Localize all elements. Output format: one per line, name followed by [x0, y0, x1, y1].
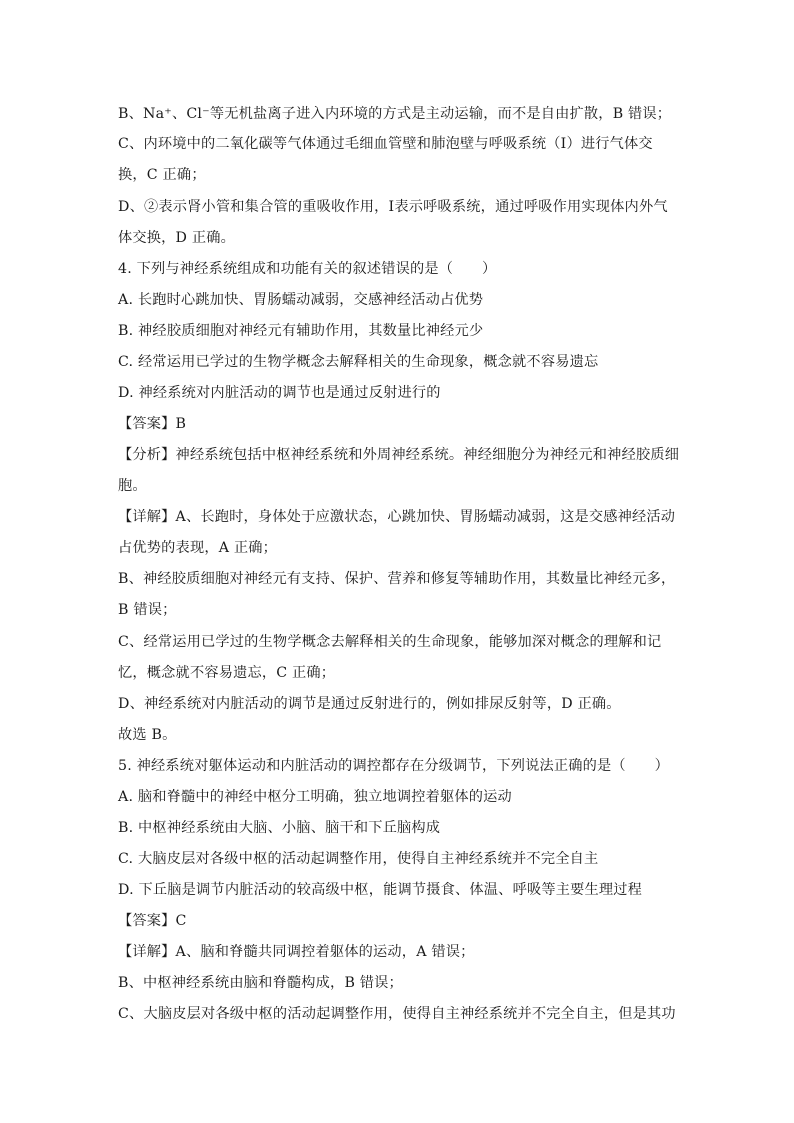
- answer-label: 【答案】C: [118, 913, 187, 929]
- explanation-text: 【详解】A、脑和脊髓共同调控着躯体的运动，A 错误；: [118, 944, 475, 960]
- text-line: B、Na⁺、Cl⁻等无机盐离子进入内环境的方式是主动运输，而不是自由扩散，B 错误；: [118, 106, 672, 122]
- option-d: D. 神经系统对内脏活动的调节也是通过反射进行的: [118, 385, 441, 401]
- text-line: 体交换，D 正确。: [118, 230, 235, 246]
- explanation-text: 【详解】A、长跑时，身体处于应激状态，心跳加快、胃肠蠕动减弱，这是交感神经活动: [118, 509, 676, 525]
- text-line: 换，C 正确；: [118, 167, 206, 183]
- explanation-text: 忆，概念就不容易遗忘，C 正确；: [118, 665, 336, 681]
- question-stem: 5. 神经系统对躯体运动和内脏活动的调控都存在分级调节，下列说法正确的是（ ）: [118, 758, 669, 774]
- explanation-text: 占优势的表现，A 正确；: [118, 540, 278, 556]
- explanation-text: B、中枢神经系统由脑和脊髓构成，B 错误；: [118, 975, 403, 991]
- option-c: C. 经常运用已学过的生物学概念去解释相关的生命现象，概念就不容易遗忘: [118, 354, 599, 370]
- explanation-text: C、经常运用已学过的生物学概念去解释相关的生命现象，能够加深对概念的理解和记: [118, 634, 662, 650]
- analysis-text: 胞。: [118, 478, 147, 494]
- option-b: B. 中枢神经系统由大脑、小脑、脑干和下丘脑构成: [118, 820, 441, 836]
- option-a: A. 长跑时心跳加快、胃肠蠕动减弱，交感神经活动占优势: [118, 292, 484, 308]
- text-line: D、②表示肾小管和集合管的重吸收作用，Ⅰ表示呼吸系统，通过呼吸作用实现体内外气: [118, 199, 668, 215]
- text-line: C、内环境中的二氧化碳等气体通过毛细血管壁和肺泡壁与呼吸系统（Ⅰ）进行气体交: [118, 136, 653, 152]
- analysis-text: 【分析】神经系统包括中枢神经系统和外周神经系统。神经细胞分为神经元和神经胶质细: [118, 447, 680, 463]
- explanation-text: D、神经系统对内脏活动的调节是通过反射进行的，例如排尿反射等，D 正确。: [118, 696, 621, 712]
- option-d: D. 下丘脑是调节内脏活动的较高级中枢，能调节摄食、体温、呼吸等主要生理过程: [118, 882, 643, 898]
- conclusion-text: 故选 B。: [118, 727, 177, 743]
- option-b: B. 神经胶质细胞对神经元有辅助作用，其数量比神经元少: [118, 323, 484, 339]
- explanation-text: B、神经胶质细胞对神经元有支持、保护、营养和修复等辅助作用，其数量比神经元多，: [118, 571, 676, 587]
- explanation-text: B 错误；: [118, 602, 177, 618]
- explanation-text: C、大脑皮层对各级中枢的活动起调整作用，使得自主神经系统并不完全自主，但是其功: [118, 1006, 676, 1022]
- question-stem: 4. 下列与神经系统组成和功能有关的叙述错误的是（ ）: [118, 261, 497, 277]
- option-c: C. 大脑皮层对各级中枢的活动起调整作用，使得自主神经系统并不完全自主: [118, 851, 599, 867]
- option-a: A. 脑和脊髓中的神经中枢分工明确，独立地调控着躯体的运动: [118, 789, 512, 805]
- answer-label: 【答案】B: [118, 416, 187, 432]
